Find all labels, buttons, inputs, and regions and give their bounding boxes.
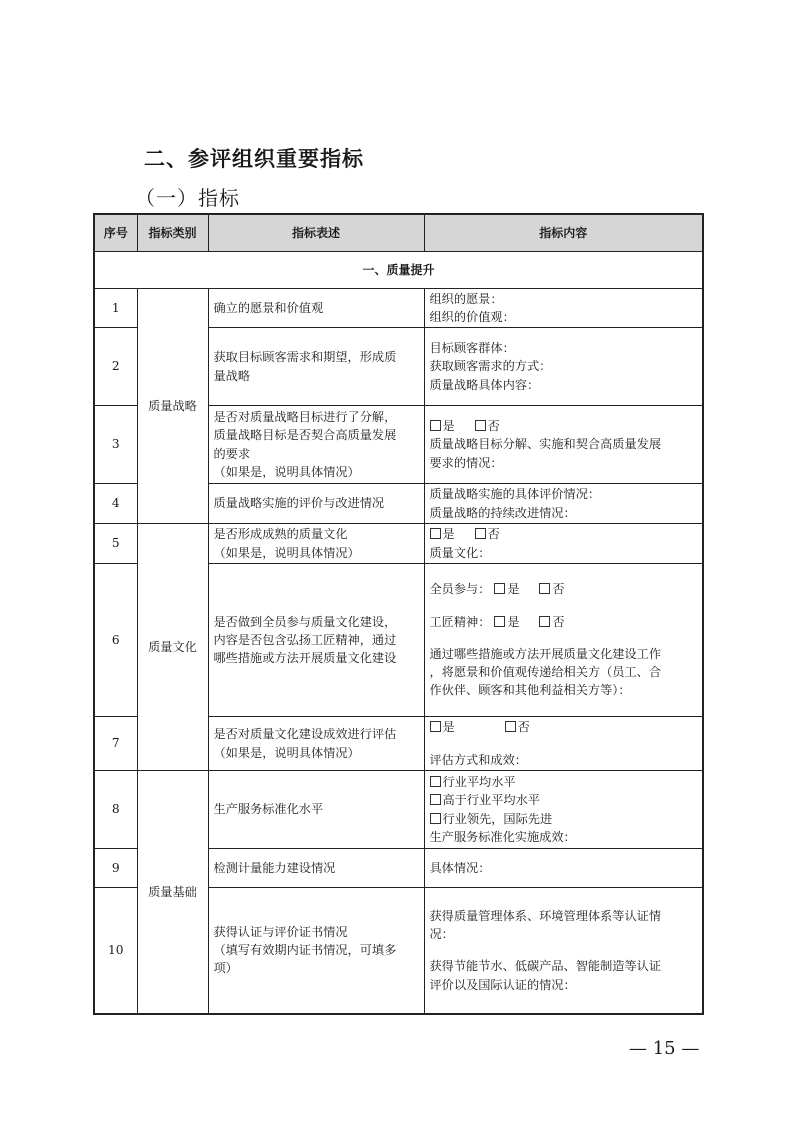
content-line: 目标顾客群体：: [429, 341, 515, 356]
checkbox-icon[interactable]: [430, 528, 441, 539]
content-line: 通过哪些措施或方法开展质量文化建设工作: [429, 646, 662, 661]
content-line: 获得节能节水、低碳产品、智能制造等认证: [429, 959, 662, 974]
content-line: 获得质量管理体系、环境管理体系等认证情: [429, 908, 662, 923]
yes-option[interactable]: 是: [430, 720, 455, 734]
row-description: [208, 289, 424, 328]
desc-line: 是否对质量战略目标进行了分解，: [213, 409, 397, 424]
desc-line: 哪些措施或方法开展质量文化建设: [213, 651, 397, 666]
category-cell: 质量文化: [137, 524, 208, 771]
yes-no-options: [430, 525, 698, 543]
indicator-table: [93, 213, 704, 1015]
content-line: 质量战略的持续改进情况：: [429, 505, 576, 520]
row-description: [208, 406, 424, 484]
desc-line: 生产服务标准化水平: [213, 802, 324, 817]
row-description: [208, 771, 424, 849]
content-line: 质量战略实施的具体评价情况：: [429, 487, 601, 502]
section-title: 一、质量提升: [94, 252, 703, 289]
row-description: [208, 524, 424, 564]
yes-option[interactable]: 是: [494, 615, 519, 629]
desc-line: 量战略: [213, 368, 251, 383]
desc-line: （如果是，说明具体情况）: [213, 464, 360, 479]
row-description: [208, 564, 424, 717]
checkbox-icon[interactable]: [430, 721, 441, 732]
checkbox-icon[interactable]: [494, 616, 505, 627]
desc-line: 获得认证与评价证书情况: [213, 924, 348, 939]
row-number: 9: [94, 849, 137, 888]
content-line: 组织的价值观：: [429, 310, 515, 324]
row-number: 6: [94, 564, 137, 717]
row-content: [424, 771, 703, 849]
row-description: [208, 717, 424, 771]
row-description: [208, 888, 424, 1014]
row-description: [208, 484, 424, 524]
content-line: 具体情况：: [429, 860, 491, 875]
row-number: 4: [94, 484, 137, 524]
desc-line: （如果是，说明具体情况）: [213, 745, 360, 760]
checkbox-icon[interactable]: [475, 528, 486, 539]
row-content: [424, 849, 703, 888]
section-row: [94, 252, 703, 289]
desc-line: 质量战略目标是否契合高质量发展: [213, 428, 397, 443]
table-row: [94, 524, 703, 564]
row-number: 2: [94, 328, 137, 406]
row-content: [424, 406, 703, 484]
desc-line: 是否形成成熟的质量文化: [213, 527, 348, 542]
content-line: 评价以及国际认证的情况：: [429, 977, 576, 992]
desc-line: 项）: [213, 961, 238, 976]
desc-line: 是否对质量文化建设成效进行评估: [213, 727, 397, 742]
no-option[interactable]: 否: [475, 419, 500, 433]
no-option[interactable]: 否: [505, 720, 530, 734]
row-number: 7: [94, 717, 137, 771]
check-item[interactable]: 行业平均水平: [430, 773, 698, 791]
row-content: [424, 328, 703, 406]
desc-line: 内容是否包含弘扬工匠精神，通过: [213, 632, 397, 647]
desc-line: 获取目标顾客需求和期望，形成质: [213, 350, 397, 365]
table-row: [94, 771, 703, 849]
checkbox-icon[interactable]: [539, 583, 550, 594]
table-header-row: [94, 214, 703, 252]
header-category: 指标类别: [137, 214, 208, 252]
row-content: [424, 564, 703, 717]
no-option[interactable]: 否: [539, 615, 564, 629]
desc-line: （如果是，说明具体情况）: [213, 545, 360, 560]
yes-option[interactable]: 是: [494, 582, 519, 596]
content-line: 质量文化：: [429, 545, 491, 560]
category-cell: 质量基础: [137, 771, 208, 1014]
row-number: 5: [94, 524, 137, 564]
desc-line: 的要求: [213, 446, 251, 461]
content-line: ，将愿景和价值观传递给相关方（员工、合: [429, 665, 662, 680]
content-line: 质量战略目标分解、实施和契合高质量发展: [429, 437, 662, 452]
desc-line: 确立的愿景和价值观: [213, 300, 324, 315]
content-line: 质量战略具体内容：: [429, 377, 540, 392]
yes-option[interactable]: 是: [430, 419, 455, 433]
row-number: 1: [94, 289, 137, 328]
desc-line: （填写有效期内证书情况，可填多: [213, 943, 397, 958]
checkbox-icon[interactable]: [539, 616, 550, 627]
section-heading: 二、参评组织重要指标: [144, 147, 364, 171]
row-content: [424, 484, 703, 524]
row-number: 8: [94, 771, 137, 849]
checkbox-icon[interactable]: [505, 721, 516, 732]
content-line: 生产服务标准化实施成效：: [429, 829, 576, 844]
craftsman-spirit: 工匠精神： 是 否: [429, 614, 565, 629]
check-item[interactable]: 行业领先，国际先进: [430, 810, 698, 828]
no-option[interactable]: 否: [475, 527, 500, 541]
row-content: [424, 524, 703, 564]
check-item[interactable]: 高于行业平均水平: [430, 791, 698, 809]
row-content: [424, 888, 703, 1014]
category-cell: 质量战略: [137, 289, 208, 524]
subsection-heading: （一）指标: [135, 186, 240, 210]
checkbox-icon[interactable]: [475, 420, 486, 431]
no-option[interactable]: 否: [539, 582, 564, 596]
header-description: 指标表述: [208, 214, 424, 252]
row-number: 3: [94, 406, 137, 484]
content-line: 组织的愿景：: [429, 291, 503, 306]
content-line: 况：: [429, 926, 454, 941]
yes-no-options: [430, 718, 698, 736]
desc-line: 检测计量能力建设情况: [213, 860, 336, 875]
checkbox-icon[interactable]: [430, 794, 441, 805]
content-line: 评估方式和成效：: [429, 752, 527, 767]
row-description: [208, 328, 424, 406]
checkbox-icon[interactable]: [494, 583, 505, 594]
content-line: 获取顾客需求的方式：: [429, 359, 552, 374]
desc-line: 质量战略实施的评价与改进情况: [213, 496, 385, 511]
content-line: 要求的情况：: [429, 455, 503, 470]
row-description: [208, 849, 424, 888]
yes-option[interactable]: 是: [430, 527, 455, 541]
header-number: 序号: [94, 214, 137, 252]
row-number: 10: [94, 888, 137, 1014]
all-staff-participation: 全员参与： 是 否: [429, 582, 565, 597]
yes-no-options: [430, 417, 698, 435]
row-content: [424, 717, 703, 771]
checkbox-icon[interactable]: [430, 776, 441, 787]
table-row: [94, 289, 703, 328]
header-content: 指标内容: [424, 214, 703, 252]
checkbox-icon[interactable]: [430, 813, 441, 824]
page-number: — 15 —: [629, 1038, 700, 1059]
content-line: 作伙伴、顾客和其他利益相关方等）：: [429, 683, 631, 698]
desc-line: 是否做到全员参与质量文化建设，: [213, 614, 397, 629]
checkbox-icon[interactable]: [430, 420, 441, 431]
row-content: [424, 289, 703, 328]
